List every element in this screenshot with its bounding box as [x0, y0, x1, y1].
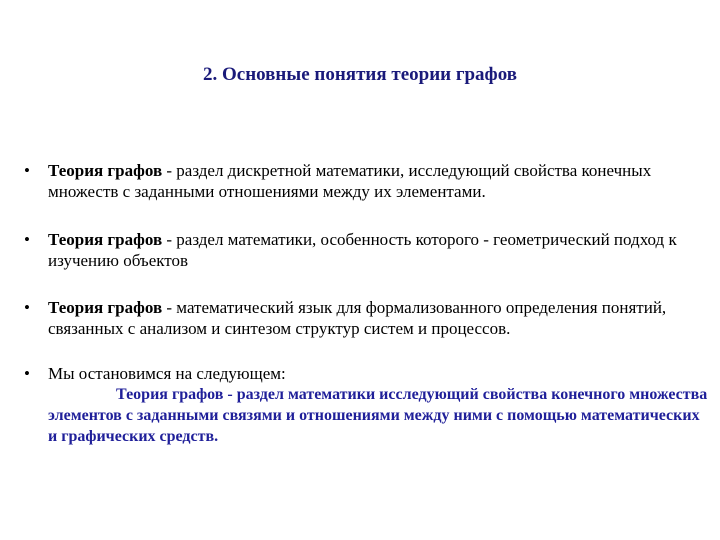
bullet-icon: • — [24, 364, 30, 383]
definition-text: Теория графов - раздел математики исследующий свойства конечного множества элементов с заданными связями и отношениями между ними с помощью математических и графических средств. — [48, 386, 708, 445]
bullet-term: Теория графов — [48, 230, 163, 249]
bullet-icon: • — [24, 298, 30, 317]
bullet-list — [22, 160, 712, 447]
bullet-term: Теория графов — [48, 161, 163, 180]
bullet-term: Теория графов — [48, 298, 163, 317]
bullet-intro: Мы остановимся на следующем: — [48, 364, 286, 383]
bullet-item-1 — [22, 160, 712, 202]
bullet-text: - раздел математики, особенность которого - геометрический подход к изучению объектов — [48, 230, 677, 270]
bullet-item-2 — [22, 229, 712, 271]
slide-title: 2. Основные понятия теории графов — [202, 64, 517, 85]
bullet-text: - раздел дискретной математики, исследующий свойства конечных множеств с заданными отношениями между их элементами. — [48, 161, 652, 201]
bullet-text: - математический язык для формализованного определения понятий, связанных с анализом и синтезом структур систем и процессов. — [48, 298, 667, 338]
bullet-item-3 — [22, 297, 712, 339]
bullet-item-4 — [22, 363, 712, 447]
final-definition — [48, 384, 712, 447]
bullet-icon: • — [24, 230, 30, 249]
bullet-icon: • — [24, 161, 30, 180]
